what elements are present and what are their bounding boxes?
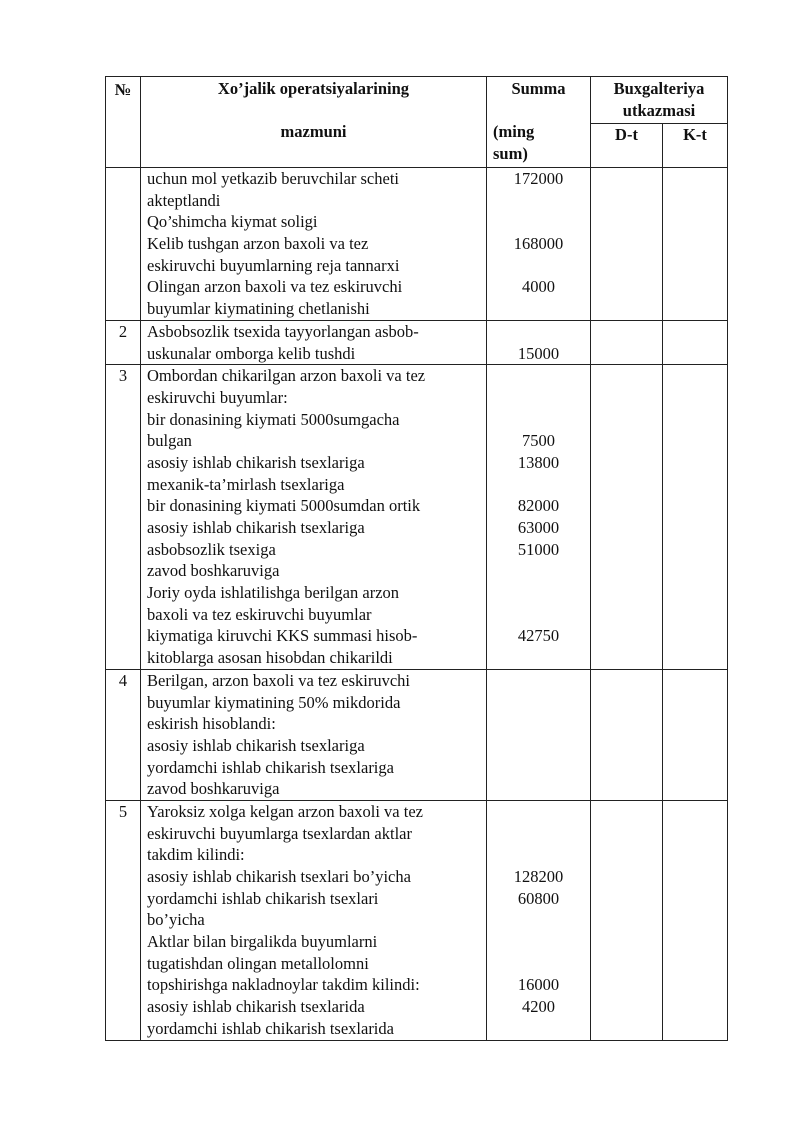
content-line: asosiy ishlab chikarish tsexlariga [147, 735, 365, 755]
row-sum [487, 800, 591, 1040]
sum-value [487, 692, 590, 714]
credit-cell [663, 800, 728, 1040]
sum-value: 4000 [522, 277, 555, 297]
content-line: eskiruvchi buyumlarning reja tannarxi [147, 255, 400, 275]
sum-value: 82000 [517, 496, 560, 516]
sum-value: 16000 [517, 975, 560, 995]
sum-value [487, 953, 590, 975]
sum-value: 128200 [513, 867, 564, 886]
content-line: zavod boshkaruviga [147, 779, 280, 799]
sum-value: 51000 [517, 539, 560, 559]
content-line: kitoblarga asosan hisobdan chikarildi [147, 648, 393, 668]
sum-value [487, 255, 590, 277]
row-number: 3 [106, 365, 141, 670]
row-number: 4 [106, 669, 141, 800]
sum-value [487, 801, 590, 823]
row-content [141, 168, 487, 321]
sum-value [487, 713, 590, 735]
sum-value: 15000 [517, 343, 560, 363]
row-content [141, 800, 487, 1040]
content-line: Olingan arzon baxoli va tez eskiruvchi [147, 277, 403, 297]
content-line: Yaroksiz xolga kelgan arzon baxoli va tez [147, 801, 423, 821]
table-row [106, 168, 728, 321]
content-line: yordamchi ishlab chikarish tsexlari [147, 888, 379, 908]
credit-cell [663, 669, 728, 800]
operations-table [105, 76, 728, 1041]
header-content [141, 77, 487, 168]
sum-value: 60800 [517, 888, 560, 908]
content-line: uskunalar omborga kelib tushdi [147, 343, 356, 363]
sum-value [487, 604, 590, 626]
sum-value [487, 190, 590, 212]
sum-value [487, 735, 590, 757]
content-line: takdim kilindi: [147, 845, 245, 865]
debit-cell [591, 800, 663, 1040]
content-line: Joriy oyda ishlatilishga berilgan arzon [147, 583, 400, 603]
credit-cell [663, 320, 728, 364]
sum-value [487, 757, 590, 779]
content-line: Qo’shimcha kiymat soligi [147, 212, 318, 232]
row-sum [487, 669, 591, 800]
content-line: zavod boshkaruviga [147, 561, 280, 581]
header-number: № [106, 77, 141, 168]
row-number [106, 168, 141, 321]
row-content [141, 320, 487, 364]
sum-value: 13800 [517, 452, 560, 472]
sum-value: 42750 [517, 626, 560, 646]
content-line: eskiruvchi buyumlarga tsexlardan aktlar [147, 823, 412, 843]
content-line: asosiy ishlab chikarish tsexlariga [147, 518, 365, 537]
debit-cell [591, 320, 663, 364]
row-number: 2 [106, 320, 141, 364]
table-row [106, 800, 728, 1040]
header-debit: D-t [591, 124, 663, 168]
sum-value [487, 670, 590, 692]
sum-value: 172000 [513, 169, 564, 188]
content-line: Berilgan, arzon baxoli va tez eskiruvchi [147, 670, 410, 690]
content-line: eskiruvchi buyumlar: [147, 387, 288, 407]
header-sum-line1: Summa [511, 79, 566, 98]
sum-value: 63000 [517, 518, 560, 537]
credit-cell [663, 168, 728, 321]
content-line: asosiy ishlab chikarish tsexlari bo’yicha [147, 867, 411, 886]
content-line: Kelib tushgan arzon baxoli va tez [147, 234, 369, 254]
content-line: tugatishdan olingan metallolomni [147, 953, 369, 973]
header-credit: K-t [663, 124, 728, 168]
content-line: asbobsozlik tsexiga [147, 539, 276, 559]
sum-value [487, 560, 590, 582]
row-sum [487, 168, 591, 321]
header-posting-line2: utkazmasi [622, 100, 696, 120]
sum-value: 7500 [522, 431, 555, 451]
row-number: 5 [106, 800, 141, 1040]
table-row [106, 669, 728, 800]
row-content [141, 365, 487, 670]
content-line: mexanik-ta’mirlash tsexlariga [147, 474, 345, 494]
sum-value [487, 844, 590, 866]
content-line: buyumlar kiymatining chetlanishi [147, 299, 370, 319]
sum-value [487, 387, 590, 409]
header-content-line1: Xo’jalik operatsiyalarining [217, 79, 410, 98]
content-line: akteptlandi [147, 190, 221, 210]
header-posting-line1: Buxgalteriya [613, 79, 705, 98]
sum-value [487, 321, 590, 343]
content-line: eskirish hisoblandi: [147, 714, 276, 734]
sum-value: 168000 [513, 234, 564, 254]
header-posting [591, 77, 728, 124]
table-row [106, 365, 728, 670]
table-row [106, 320, 728, 364]
content-line: bir donasining kiymati 5000sumgacha [147, 409, 400, 429]
sum-value [487, 823, 590, 845]
sum-value [487, 582, 590, 604]
header-sum [487, 77, 591, 168]
content-line: kiymatiga kiruvchi KKS summasi hisob- [147, 626, 418, 646]
sum-value: 4200 [522, 997, 555, 1017]
content-line: Aktlar bilan birgalikda buyumlarni [147, 932, 378, 952]
credit-cell [663, 365, 728, 670]
debit-cell [591, 365, 663, 670]
content-line: bo’yicha [147, 910, 205, 930]
row-sum [487, 320, 591, 364]
header-sum-line2: (ming [493, 122, 535, 142]
sum-value [487, 474, 590, 496]
sum-value [487, 778, 590, 800]
row-sum [487, 365, 591, 670]
debit-cell [591, 168, 663, 321]
sum-value [487, 211, 590, 233]
content-line: bir donasining kiymati 5000sumdan ortik [147, 496, 421, 516]
sum-value [487, 647, 590, 669]
sum-value [487, 409, 590, 431]
content-line: Asbobsozlik tsexida tayyorlangan asbob- [147, 321, 419, 341]
content-line: topshirishga nakladnoylar takdim kilindi: [147, 975, 420, 995]
header-content-line2: mazmuni [280, 122, 347, 142]
sum-value [487, 298, 590, 320]
content-line: bulgan [147, 431, 192, 451]
content-line: yordamchi ishlab chikarish tsexlarida [147, 1018, 394, 1038]
header-row [106, 77, 728, 124]
content-line: Ombordan chikarilgan arzon baxoli va tez [147, 366, 426, 386]
content-line: uchun mol yetkazib beruvchilar scheti [147, 169, 399, 188]
sum-value [487, 931, 590, 953]
content-line: baxoli va tez eskiruvchi buyumlar [147, 604, 372, 624]
content-line: asosiy ishlab chikarish tsexlariga [147, 452, 365, 472]
sum-value [487, 1018, 590, 1040]
row-content [141, 669, 487, 800]
content-line: buyumlar kiymatining 50% mikdorida [147, 692, 401, 712]
content-line: yordamchi ishlab chikarish tsexlariga [147, 757, 394, 777]
debit-cell [591, 669, 663, 800]
header-sum-line3: sum) [493, 144, 528, 164]
sum-value [487, 365, 590, 387]
sum-value [487, 909, 590, 931]
content-line: asosiy ishlab chikarish tsexlarida [147, 997, 365, 1017]
